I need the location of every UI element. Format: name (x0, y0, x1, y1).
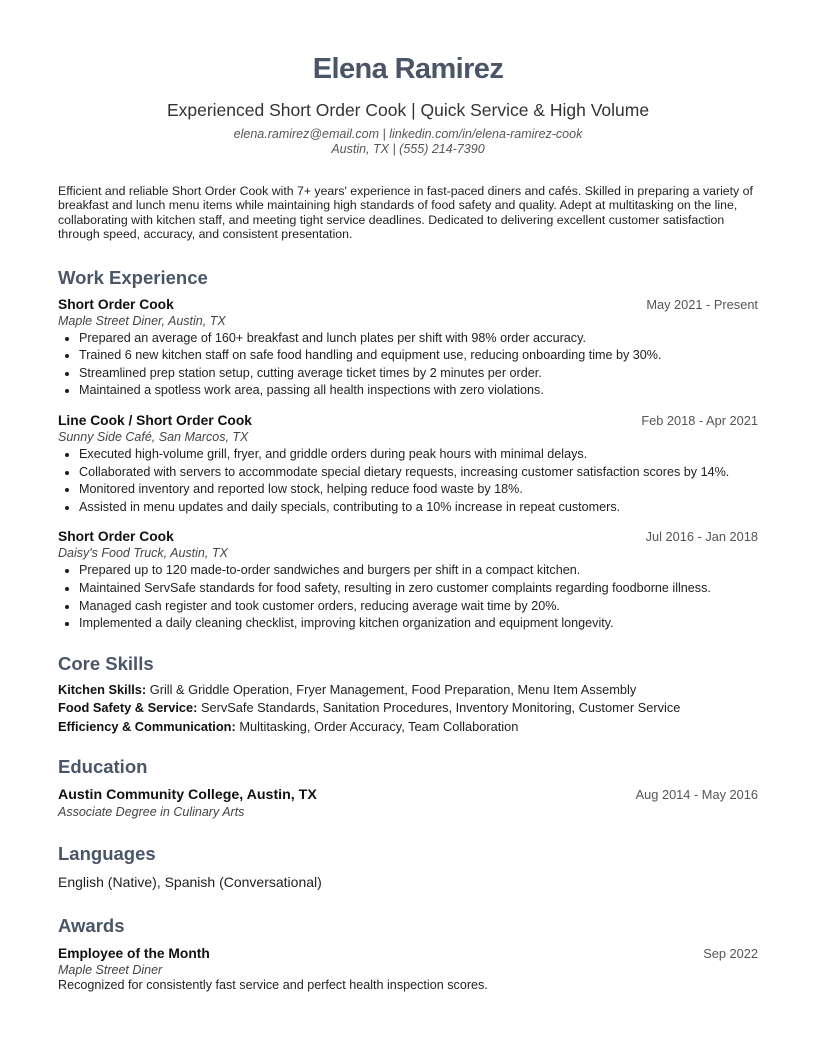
list-item: • Collaborated with servers to accommodate special dietary requests, increasing customer satisfaction scores by 14%. (79, 465, 758, 480)
job-dates: Feb 2018 - Apr 2021 (641, 413, 758, 428)
section-title-education: Education (58, 755, 148, 777)
job-entry (58, 529, 758, 630)
candidate-name: Elena Ramirez (312, 53, 504, 85)
skill-group-label: Kitchen Skills: (58, 681, 147, 697)
award-organization: Maple Street Diner (58, 962, 163, 977)
skill-group-text: ServSafe Standards, Sanitation Procedures, Inventory Monitoring, Customer Service (200, 700, 681, 716)
job-entry (58, 297, 758, 398)
list-item: • Managed cash register and took customer orders, reducing average wait time by 20%. (79, 599, 758, 614)
education-header (58, 787, 758, 803)
section-title-core-skills: Core Skills (58, 652, 154, 674)
award-date: Sep 2022 (703, 945, 758, 961)
work-experience-section (58, 267, 758, 631)
job-entry (58, 413, 758, 514)
job-title: Line Cook / Short Order Cook (58, 413, 252, 428)
list-item: • Executed high-volume grill, fryer, and griddle orders during peak hours with minimal delays. (79, 447, 758, 462)
list-item: • Prepared up to 120 made-to-order sandwiches and burgers per shift in a compact kitchen. (79, 563, 758, 578)
list-item: • Streamlined prep station setup, cutting average ticket times by 2 minutes per order. (79, 366, 758, 381)
job-company: Daisy's Food Truck, Austin, TX (58, 546, 228, 561)
job-title: Short Order Cook (58, 529, 174, 545)
award-name: Employee of the Month (58, 945, 210, 961)
job-bullets (58, 447, 758, 514)
section-title-awards: Awards (58, 914, 125, 936)
education-entry (58, 787, 758, 820)
list-item: • Assisted in menu updates and daily specials, contributing to a 10% increase in repeat customers. (79, 500, 758, 515)
education-section (58, 756, 758, 820)
education-dates: Aug 2014 - May 2016 (635, 786, 758, 802)
skill-group (58, 682, 758, 697)
list-item: • Maintained a spotless work area, passing all health inspections with zero violations. (79, 383, 758, 398)
summary-paragraph: Efficient and reliable Short Order Cook with 7+ years' experience in fast-paced diners and cafés. Skilled in preparing a variety of breakfast and lunch menu items while maintaining high standards of food safety and quality. Adept at multitasking on the line, collaborating with kitchen staff, and meeting tight service deadlines. Dedicated to delivering excellent customer satisfaction through speed, accuracy, and consistent presentation. (58, 184, 753, 242)
section-title-languages: Languages (58, 842, 156, 864)
award-header (58, 946, 758, 961)
job-company: Sunny Side Café, San Marcos, TX (58, 430, 249, 444)
languages-text: English (Native), Spanish (Conversational) (58, 873, 322, 890)
job-company: Maple Street Diner, Austin, TX (58, 313, 226, 328)
skill-group-text: Multitasking, Order Accuracy, Team Collaboration (239, 718, 519, 734)
candidate-headline: Experienced Short Order Cook | Quick Service & High Volume (166, 100, 650, 120)
languages-section (58, 843, 758, 891)
award-description: Recognized for consistently fast service and perfect health inspection scores. (58, 977, 488, 992)
job-bullets (58, 563, 758, 630)
job-header (58, 529, 758, 544)
core-skills-section (58, 653, 758, 734)
list-item: • Trained 6 new kitchen staff on safe food handling and equipment use, reducing onboarding time by 30%. (79, 348, 758, 363)
list-item: • Monitored inventory and reported low stock, helping reduce food waste by 18%. (79, 482, 758, 497)
skill-group (58, 700, 758, 715)
skill-group-text: Grill & Griddle Operation, Fryer Management, Food Preparation, Menu Item Assembly (149, 681, 637, 697)
contact-line-location-phone: Austin, TX | (555) 214-7390 (331, 142, 485, 156)
section-title-work-experience: Work Experience (58, 266, 208, 288)
contact-info (58, 127, 758, 157)
job-bullets (58, 331, 758, 398)
skill-group-label: Food Safety & Service: (58, 700, 198, 716)
degree: Associate Degree in Culinary Arts (58, 804, 245, 819)
list-item: • Maintained ServSafe standards for food safety, resulting in zero customer complaints regarding foodborne illness. (79, 581, 758, 596)
list-item: • Prepared an average of 160+ breakfast and lunch plates per shift with 98% order accuracy. (79, 331, 758, 346)
awards-section (58, 915, 758, 993)
job-dates: Jul 2016 - Jan 2018 (645, 529, 758, 545)
job-title: Short Order Cook (58, 296, 174, 312)
award-entry (58, 946, 758, 993)
skill-group-label: Efficiency & Communication: (58, 718, 236, 734)
job-dates: May 2021 - Present (646, 296, 758, 312)
job-header (58, 297, 758, 312)
list-item: • Implemented a daily cleaning checklist, improving kitchen organization and equipment longevity. (79, 616, 758, 631)
skills-list (58, 682, 758, 734)
resume-header (58, 52, 758, 157)
skill-group (58, 719, 758, 734)
job-header (58, 413, 758, 428)
contact-line-email-linkedin: elena.ramirez@email.com | linkedin.com/in/elena-ramirez-cook (233, 127, 583, 141)
school-name: Austin Community College, Austin, TX (58, 786, 317, 803)
